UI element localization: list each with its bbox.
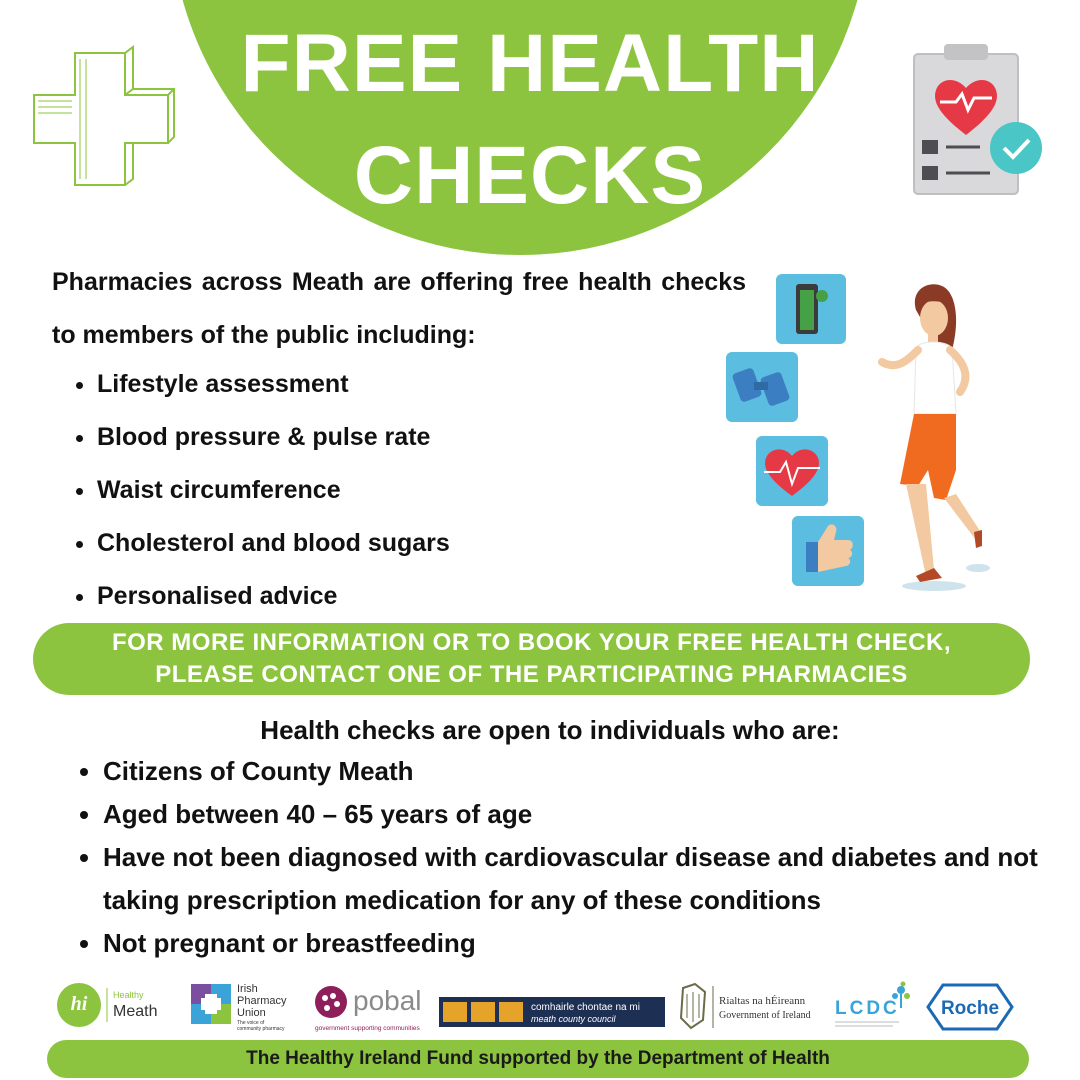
banner-line-1: FOR MORE INFORMATION OR TO BOOK YOUR FREE HEALTH CHECK, [111, 629, 952, 656]
pobal-logo [313, 980, 433, 1041]
list-item: • Lifestyle assessment [97, 358, 737, 411]
list-item: • Personalised advice [97, 570, 737, 623]
ipu-line-1: Irish [237, 983, 258, 995]
title-line-1: FREE HEALTH [240, 18, 820, 109]
fitness-illustration [720, 270, 1000, 605]
roche-text: Roche [940, 998, 1000, 1019]
banner-line-2: PLEASE CONTACT ONE OF THE PARTICIPATING PHARMACIES [155, 661, 908, 688]
meath-label: Meath [113, 1003, 158, 1020]
meath-county-council-logo [439, 997, 665, 1032]
heart-rate-icon [756, 436, 828, 506]
medical-cross-icon [30, 45, 175, 195]
woman-figure [882, 284, 990, 591]
council-english: meath county council [531, 1014, 616, 1024]
healthy-label: Healthy [113, 990, 144, 1000]
lcdc-text: LCDC [835, 998, 900, 1019]
list-item: • Not pregnant or breastfeeding [103, 922, 1063, 965]
ipu-tagline-2: community pharmacy [237, 1026, 285, 1032]
lcdc-logo [833, 980, 921, 1039]
council-irish: comhairle chontae na mi [531, 1002, 640, 1013]
ipu-line-2: Pharmacy [237, 995, 287, 1007]
svg-text:hi: hi [70, 993, 88, 1015]
footer-banner: The Healthy Ireland Fund supported by the Department of Health [47, 1040, 1029, 1078]
pobal-name: pobal [353, 985, 422, 1016]
eligibility-heading: Health checks are open to individuals who are: [260, 715, 840, 745]
ipu-logo [189, 980, 301, 1037]
ipu-line-3: Union [237, 1007, 266, 1019]
pobal-tagline: government supporting communities [315, 1025, 420, 1032]
healthy-meath-logo [55, 980, 175, 1035]
list-item: • Have not been diagnosed with cardiovascular disease and diabetes and not taking prescription medication for any of these conditions [103, 836, 1063, 922]
thumbs-up-icon [792, 516, 864, 586]
partner-logos [55, 980, 1025, 1035]
list-item: • Citizens of County Meath [103, 750, 1063, 793]
dumbbell-icon [726, 352, 798, 422]
booking-info-banner [33, 623, 1030, 695]
health-clipboard-icon [910, 40, 1045, 205]
battery-icon [776, 274, 846, 344]
intro-paragraph: Pharmacies across Meath are offering free health checks to members of the public including: [52, 268, 746, 349]
list-item: • Cholesterol and blood sugars [97, 517, 737, 570]
title-line-2: CHECKS [353, 130, 707, 221]
eligibility-list [58, 750, 1063, 965]
list-item: • Blood pressure & pulse rate [97, 411, 737, 464]
page-title [170, 8, 890, 232]
roche-logo [925, 982, 1015, 1037]
ipu-tagline-1: The voice of [237, 1020, 265, 1026]
health-check-list [52, 358, 737, 623]
gov-english: Government of Ireland [719, 1010, 811, 1021]
list-item: • Aged between 40 – 65 years of age [103, 793, 1063, 836]
government-of-ireland-logo [677, 980, 822, 1039]
list-item: • Waist circumference [97, 464, 737, 517]
gov-irish: Rialtas na hÉireann [719, 995, 806, 1007]
